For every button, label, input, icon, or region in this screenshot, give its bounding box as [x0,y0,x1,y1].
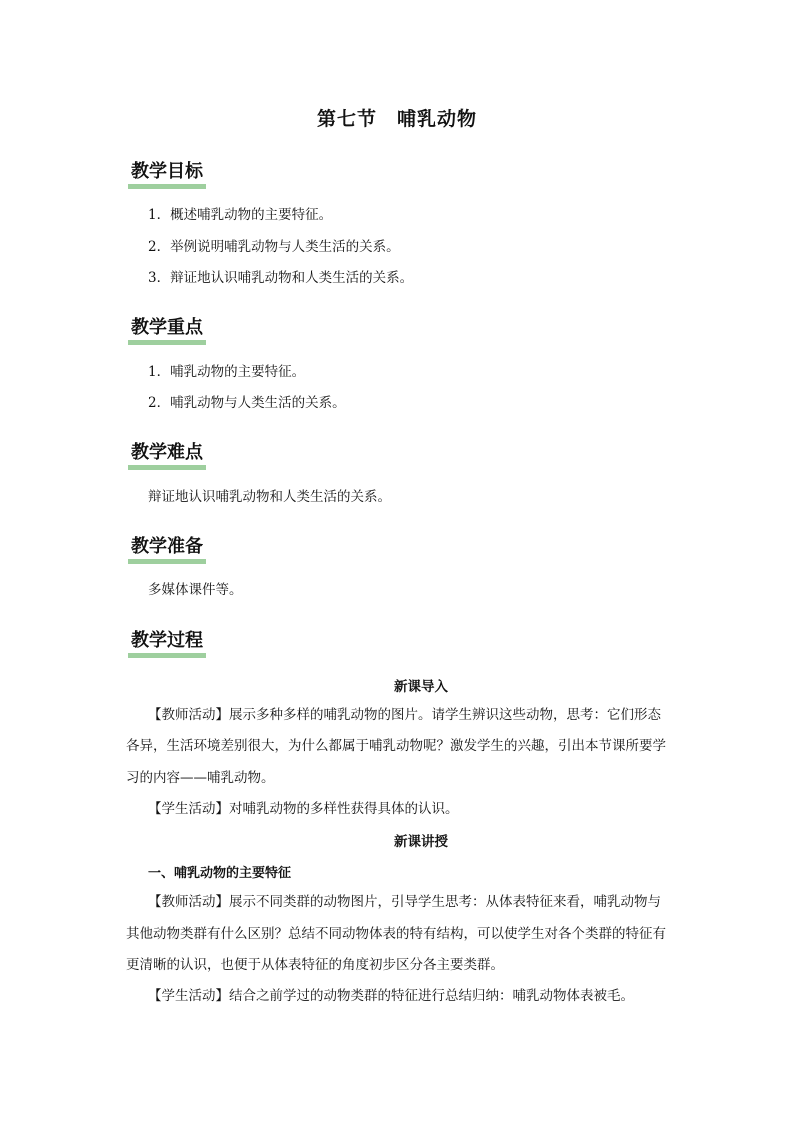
lecture-teacher-line-2: 其他动物类群有什么区别？总结不同动物体表的特有结构，可以使学生对各个类群的特征有 [126,926,666,942]
intro-teacher-line-3: 习的内容——哺乳动物。 [126,770,275,786]
intro-teacher-line-2: 各异，生活环境差别很大，为什么都属于哺乳动物呢？激发学生的兴趣，引出本节课所要学 [126,738,666,754]
key-point-item-2: 2．哺乳动物与人类生活的关系。 [148,395,346,411]
heading-difficulties: 教学难点 [128,441,206,470]
preparation-text: 多媒体课件等。 [148,582,243,598]
objective-item-1: 1．概述哺乳动物的主要特征。 [148,207,333,223]
subsection-title: 一、哺乳动物的主要特征 [148,866,292,881]
objective-item-3: 3．辩证地认识哺乳动物和人类生活的关系。 [148,270,414,286]
key-point-item-1: 1．哺乳动物的主要特征。 [148,364,306,380]
heading-preparation: 教学准备 [128,535,206,564]
heading-objectives: 教学目标 [128,160,206,189]
lecture-teacher-line-1: 【教师活动】展示不同类群的动物图片，引导学生思考：从体表特征来看，哺乳动物与 [148,894,661,910]
intro-student-line: 【学生活动】对哺乳动物的多样性获得具体的认识。 [148,801,459,817]
lecture-title: 新课讲授 [394,834,448,850]
intro-title: 新课导入 [394,679,448,695]
page-title: 第七节 哺乳动物 [316,108,477,130]
intro-teacher-line-1: 【教师活动】展示多种多样的哺乳动物的图片。请学生辨识这些动物，思考：它们形态 [148,707,661,723]
lecture-teacher-line-3: 更清晰的认识，也便于从体表特征的角度初步区分各主要类群。 [126,957,504,973]
difficulty-text: 辩证地认识哺乳动物和人类生活的关系。 [148,489,391,505]
heading-process: 教学过程 [128,629,206,658]
objective-item-2: 2．举例说明哺乳动物与人类生活的关系。 [148,239,400,255]
heading-key-points: 教学重点 [128,316,206,345]
lecture-student-line: 【学生活动】结合之前学过的动物类群的特征进行总结归纳：哺乳动物体表被毛。 [148,988,634,1004]
